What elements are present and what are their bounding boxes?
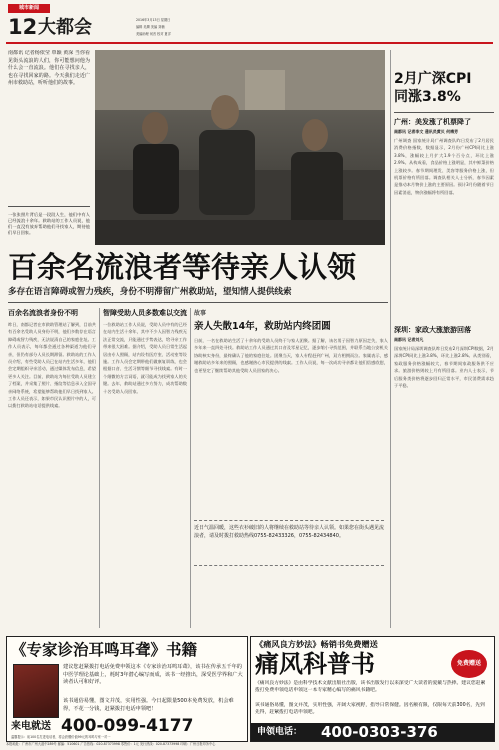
sec2-title: 深圳：家政大涨旅游回落: [394, 326, 471, 334]
ad-right-badge: [451, 650, 487, 678]
page-footer: 本报地址：广州市广州大道中289号 邮编：510601 广告热线：020-87373998 零售价：1元 发行热线：020-87373998 印刷：广州日报印务中心: [6, 742, 216, 746]
ad-right[interactable]: [250, 636, 495, 742]
ad-right-badge-text: 免费赠送: [456, 660, 481, 667]
sec2-byline: 南都讯 记者刘凡: [394, 337, 424, 342]
column-divider-1: [99, 308, 100, 628]
main-photo: [95, 50, 385, 245]
section-badge-text: 城市新闻: [18, 5, 39, 11]
sec2-body: 国家统计局深圳调查队昨日发布2月深圳CPI数据，2月深圳CPI同比上涨3.8%，环比上涨2.8%。从类别看，家政服务价格涨幅较大，春节期间家政服务供不应求。旅游价格则较上月有所回落。业内人士表示，节后服务类价格将逐步回归正常水平，市民消费需求趋于平稳。: [394, 346, 494, 389]
cpi-title-2: 同涨3.8%: [394, 89, 461, 105]
ad-right-phone-label: 申领电话：: [257, 727, 303, 737]
sec1-byline: 南都讯 记者李文 通讯员黄贝 何梅芳: [394, 129, 459, 134]
ad-left-phone[interactable]: 400-099-4177: [61, 716, 194, 736]
edit-line-2: 美编助理 何晋 校对 夏洋: [136, 32, 171, 36]
column-1: [8, 308, 96, 628]
column-2: [103, 308, 187, 628]
ad-left-body-1: 建议您赶紧拨打电话免费申领这本《专家诊治耳鸣耳聋》，该书在传承五千年的中医学理论基础上，耗时3年潜心编写而成，该书一经推出，深受医学界和广大读者认可和好评。: [63, 664, 243, 685]
intro-text: 南都讯 记者杨依莹 覃颖 黄深 当你看见街头流浪的人们，你可能想问他为什么会一直流浪。他们在寻找亲人，也在寻找回家的路。今天我们走近广州市救助站，听听他们的故事。: [8, 50, 90, 86]
ad-right-body-1: 《痛风良方妙法》是由科学技术文献出版社出版，该书出版发行以来深受广大读者的爱戴与热捧。建议您赶紧拨打免费申领电话申领这一本专家精心编写的痛风书籍吧。: [255, 681, 486, 693]
cpi-title-rule: [394, 112, 494, 113]
ad-right-title-big: 痛风科普书: [255, 650, 375, 678]
ad-right-phone[interactable]: 400-0303-376: [321, 723, 438, 741]
ad-right-phone-bar[interactable]: [251, 723, 494, 741]
ad-right-body-2: 该书通俗易懂，图文并茂，实用性强，开阔大家视野，指导日常保健。因名额有限，仅限每天前300名，先到先得，赶紧拨打电话申领吧。: [255, 703, 485, 715]
column-divider-3: [390, 50, 391, 628]
sec1-title: 广州：美发涨了机票降了: [394, 118, 471, 126]
ad-left-banner: 《专家诊治耳鸣耳聋》书籍: [11, 641, 198, 659]
column-3: [194, 308, 388, 628]
headline-rule: [8, 302, 388, 303]
column-3-body: 日前，一名在救助站生活了十余年的受助人员终于与家人团聚。据了解，该名男子因智力原因走失，家人多年来一直四处寻找。救助站工作人员通过其口音及零星记忆，逐步缩小寻找范围，并联系当地公安机关协助核实身份，最终确认了他的家庭住址。团聚当天，家人专程赶到广州，双方相拥而泣。家属表示，感谢救助站多年来的照顾，也感谢热心市民提供的线索。工作人员说，每一次成功寻亲都让他们倍感欣慰，也更坚定了继续帮助其他受助人员回家的决心。: [194, 338, 388, 373]
cpi-title-1: 2月广深CPI: [394, 71, 472, 87]
column-1-body: 昨日，南都记者在市救助管理站了解到，目前共有百余名受助人员身份不明，他们多数存在语言障碍或智力残疾，无法说清自己的家庭住址。工作人员表示，每年都会通过各种渠道为他们寻亲，但仍有部分人员长期滞留。救助站的工作人员介绍，有些受助人员已在站内生活多年，他们会定期组织寻亲活动，通过媒体发布信息，希望更多人关注。目前，救助站为每位受助人员建立了档案，并采集了照片、指纹等信息录入全国寻亲网络系统，希望能够帮助他们早日找到家人。工作人员还表示，如果市民认识照片中的人，可以拨打救助站电话提供线索。: [8, 322, 96, 409]
page-number: 12: [8, 15, 38, 39]
photo-note-box: [194, 520, 384, 566]
ad-left-phone-label: 来电就送: [11, 721, 51, 732]
date-line: 2016年3月13日 星期日: [136, 18, 171, 22]
header-rule: [6, 42, 493, 44]
photo-scene: [95, 50, 385, 245]
ad-left-footer: 温馨提示：前100名打进电话者，将会获赠价值99元的耳鸣专家一对一: [11, 735, 111, 739]
ad-right-title-small: 《痛风良方妙法》畅销书免费赠送: [255, 639, 378, 649]
section-name: 大都会: [38, 17, 92, 38]
page-header: [0, 0, 499, 42]
ad-left[interactable]: [6, 636, 248, 742]
column-3-kicker: 故事: [194, 310, 207, 317]
sec1-body: 广州调查 国家统计局广州调查队昨日发布了2月居民消费价格指数，数据显示，2月份广州CPI同比上涨3.8%，涨幅较上月扩大1.9个百分点，环比上涨2.9%。从构成看，食品价格上涨明显，其中鲜菜价格上涨较多。春节期间理发、美容等服务价格上涨，但机票价格有所回落。调查队相关人士分析，春节因素是推动本月物价上涨的主要原因。预计3月份随着节日因素消退，物价涨幅将有所回落。: [394, 138, 494, 195]
photo-note: 近日气温回暖，这些衣衫破旧的人将继续在救助站等待亲人认领。如果您在街头遇见流浪者，请及时拨打救助热线0755-82433326，0755-82434840。: [194, 525, 385, 539]
sub-headline: 多存在语言障碍或智力残疾，身份不明滞留广州救助站，望知情人提供线索: [8, 287, 292, 297]
ad-left-book: [13, 664, 59, 718]
column-2-body: 一位救助站工作人员说，受助人员中有的已经在站内生活十余年，其中不少人因智力残疾无法正常交流，只能通过手势表达，给寻亲工作带来很大困难。据介绍，受助人员日常生活起居由专人照顾，站内设有医疗室、活动室等设施。工作人员会定期带他们做康复训练，也会根据口音、生活习惯等细节寻找线索。有时一个细微的方言词语，就可能成为找到家人的关键。去年，救助站通过多方努力，成功帮助数十名受助人员回家。: [103, 322, 187, 394]
column-2-title: 智障受助人员多数难以交流: [103, 309, 187, 317]
edit-line-1: 编辑 吴腾 美编 刘楠: [136, 25, 165, 29]
column-divider-2: [190, 308, 191, 628]
cpi-section: [394, 70, 494, 630]
section-badge: [8, 4, 50, 13]
column-3-headline: 亲人失散14年，救助站内终团圆: [194, 321, 331, 332]
main-headline: 百余名流浪者等待亲人认领: [8, 250, 357, 284]
intro-divider: [8, 206, 90, 207]
column-1-title: 百余名流浪者身份不明: [8, 309, 78, 317]
photo-callout: 一张张照片背后是一段段人生，他们中有人已经流浪十余年。救助站的工作人员说，他们一直没有放弃帮助他们寻找家人，期待他们早日回家。: [8, 212, 90, 235]
ad-left-body-2: 该书通俗易懂，图文并茂，实用性强。今日起限量500本免费发放，机会难得，不花一分钱，赶紧拨打电话申领吧！: [63, 698, 234, 712]
